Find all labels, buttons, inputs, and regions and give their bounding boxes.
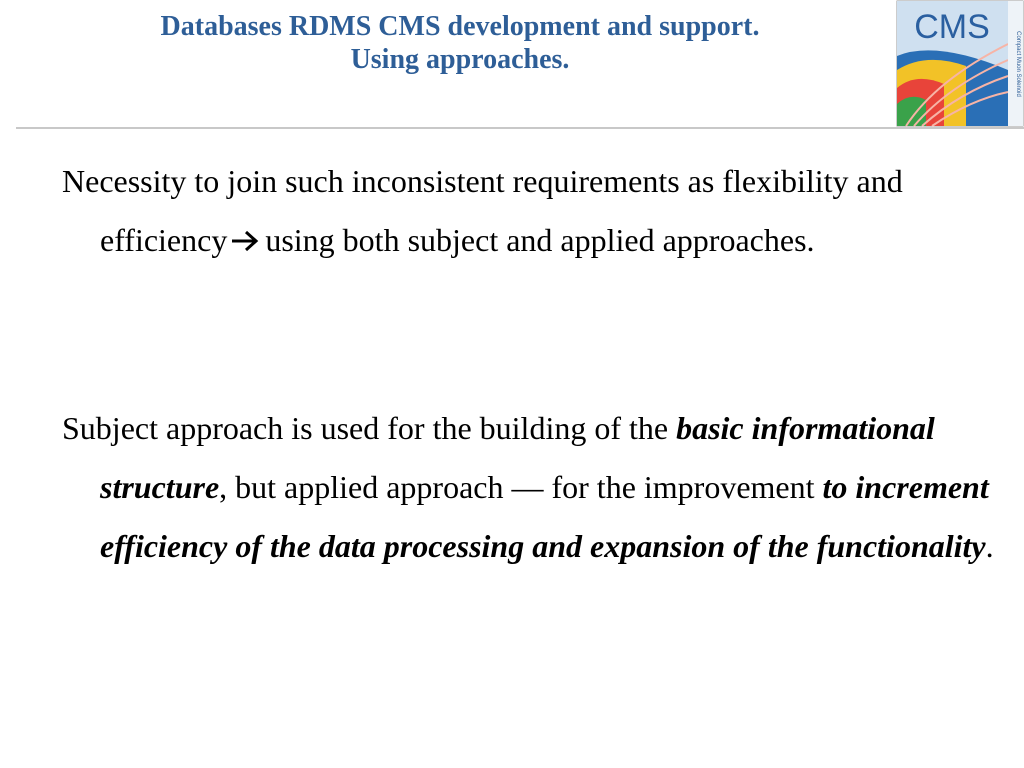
p1-text-after-arrow: using both subject and applied approaches.: [265, 222, 815, 258]
p2-text-3: .: [985, 528, 994, 564]
title-line-2: Using approaches.: [350, 44, 570, 75]
title-line-1: Databases RDMS CMS development and support.: [160, 11, 760, 42]
p2-text-2: , but applied approach — for the improvement: [219, 469, 823, 505]
slide-title: [0, 10, 920, 76]
paragraph-2: [62, 399, 1000, 576]
p1-text-before-arrow: Necessity to join such inconsistent requirements as flexibility and efficiency: [62, 163, 903, 258]
p2-emphasis-1: basic informational structure: [100, 410, 935, 505]
p2-emphasis-2: to increment efficiency of the data processing and expansion of the functionality: [100, 469, 989, 564]
arrow-right-icon: [231, 230, 259, 252]
title-divider: [16, 127, 1024, 129]
cms-logo-icon: [896, 0, 1024, 127]
p2-text-1: Subject approach is used for the building of the: [62, 410, 677, 446]
logo-side-text: Compact Muon Solenoid: [1015, 31, 1021, 97]
paragraph-1: [62, 152, 1000, 270]
logo-text: CMS: [914, 8, 990, 46]
